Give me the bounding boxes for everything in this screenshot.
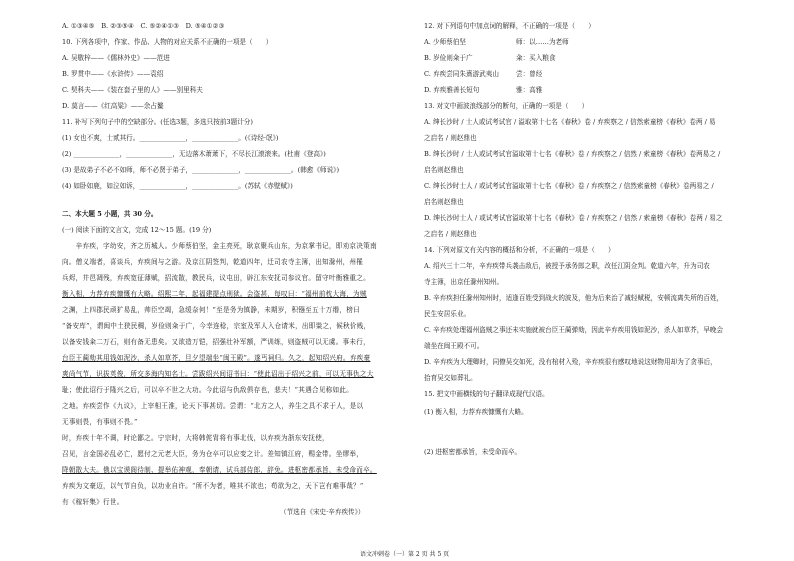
passage-line-underlined: 爽尚气节，识拔英俊，所交多海内知名士。尝跋绍兴间诏书曰：“使此诏出于绍兴之前，可以无事仇之大: [62, 370, 374, 378]
q15-item-1: (1) 衡入相，力荐弃疾慷慨有大略。: [424, 408, 528, 416]
q12-option-a: [424, 38, 744, 46]
passage-line: “备安库”，谓闽中土狭民稠，岁俭则籴于广，今幸连稔，宗室及军人入仓请米，出即粜之，候秋价贱，: [62, 322, 371, 330]
q12-option-b: [424, 54, 744, 62]
q14-option-line: 拾育吴交如葬礼。: [424, 374, 477, 382]
passage-line: 有《稼轩集》行世。: [62, 498, 124, 506]
passage-intro: (一) 阅读下面的文言文，完成 12～15 题。(19 分): [62, 226, 212, 234]
q13-option-line: A. 绅长沙时 / 士人或试考试官 / 溢取第十七名《春秋》卷 / 弃疾察之 / 信然索童榜《春秋》卷两 / 易: [424, 118, 716, 126]
q11-item-1: (1) 女也不爽，士贰其行。______________，______________。(《诗经·氓》): [62, 134, 279, 142]
q12-option-d-sentence: D. 弃疾雅善长短句: [424, 86, 480, 94]
passage-line: 兵烬，井邑凋残，弃疾宽征薄赋，招流散，教民兵，议屯田，辟江东安抚司参议官。留守叶衡雅重之。: [62, 274, 370, 282]
q15-title: 15. 把文中画横线的句子翻译成现代汉语。: [424, 390, 549, 398]
q10-option-c: C. 契科夫——《装在套子里的人》——别里科夫: [62, 86, 203, 94]
passage-line: 无事则畏，有事则不畏。”: [62, 418, 138, 426]
section-2-heading: 二、本大题 5 小题，共 30 分。: [62, 210, 158, 218]
q10-option-a: A. 吴敬梓——《儒林外史》——范进: [62, 54, 170, 62]
q9-options: A. ①③④⑤ B. ②③⑤④ C. ⑤②④①③ D. ⑤④①②③: [62, 22, 225, 30]
q12-option-c-sentence: C. 弃疾尝同朱熹游武夷山: [424, 70, 499, 78]
q10-title: 10. 下列各项中，作家、作品、人物的对应关系不正确的一项是（ ）: [62, 38, 273, 46]
q13-options: [424, 118, 744, 238]
passage-line-underlined: 台臣王蔺劾其用钱如泥沙，杀人如草芥，旦夕望端坐“闽王殿”。遂丐祠归。久之，起知绍兴府。弃疾豪: [62, 354, 371, 362]
q12-option-c-gloss: 尝：曾经: [516, 70, 543, 78]
q12-option-d: [424, 86, 744, 94]
q10-options: [62, 54, 380, 110]
passage-line: 时，弃疾十年不调，时论鄙之。宁宗时，大将韩侂胄将有事北伐，以弃疾为浙东安抚使，: [62, 434, 329, 442]
q14-option-line: 寺主簿，出京任滁州知州。: [424, 278, 504, 286]
passage-line-underlined: 降朝散大夫。俄以宝谟阁待制、提举佑神观，奉朝请，试兵部侍郎，辞免。进枢密都承旨，未受命而卒。: [62, 466, 377, 474]
q13-option-line: D. 绅长沙时士人 / 或试考试官溢取第十七名《春秋》卷 / 弃疾察之 / 信然 / 索童榜《春秋》卷两 / 易之: [424, 214, 723, 222]
passage-line: 之渊，上四郡民顽犷易乱，帅臣空竭，急缓奈何！”至是务为镇静，未期岁，积镪至五十万缗，榜曰: [62, 306, 360, 314]
q13-option-line: C. 绅长沙时士人 / 或试考试官溢取第十七名《春秋》卷 / 弃疾察之 / 信然索童榜《春秋》卷两易之 /: [424, 182, 714, 190]
q12-option-a-gloss: 师：以……为老师: [516, 38, 569, 46]
classical-passage: [62, 242, 380, 506]
q14-option-line: D. 辛弃疾为大理卿时，同僚吴交如死，没有棺材入殓，辛弃疾很有感叹地说这财物用却为了贪事后，: [424, 358, 717, 366]
q12-option-b-sentence: B. 岁俭则籴于广: [424, 54, 473, 62]
q10-option-b: B. 罗贯中——《水浒传》——袁绍: [62, 70, 164, 78]
page-footer: 语文冲刺卷（一）第 2 页 共 5 页: [360, 551, 450, 558]
q14-option-line: B. 辛弃疾担任滁州知州时，适逢百姓受到战火的波及，他为后来治了减轻赋税，安顿流离失所的百姓，: [424, 294, 724, 302]
q12-option-a-sentence: A. 少师蔡伯坚: [424, 38, 466, 46]
q11-item-4: (4) 如卧如鹿，如泣如诉，______________，______________。(苏轼《赤壁赋》): [62, 182, 293, 190]
q13-option-line: 启名则赵鼎也: [424, 166, 464, 174]
q14-option-line: 端坐在闽王殿不可。: [424, 342, 484, 350]
q14-option-line: C. 辛弃疾处理福州盗贼之事还未实施就被台臣王蔺弹劾，因此辛弃疾用钱如泥沙，杀人如草芥，早晚会: [424, 326, 724, 334]
passage-line-underlined: 衡入相，力荐弃疾慷慨有大略。绍熙二年，起福建提点刑狱。会盗甚，每叹曰：“福州前枕大海，为贼: [62, 290, 367, 298]
q14-title: 14. 下列对原文有关内容的概括和分析，不正确的一项是（ ）: [424, 246, 615, 254]
q14-option-line: A. 绍兴三十二年，辛弃疾带兵袭击敌后，被授予承务郎之职，改任江阴佥判。乾道六年，升为司农: [424, 262, 710, 270]
q13-option-line: B. 绅长沙时 / 士人或试考试官溢取第十七名《春秋》卷 / 弃疾察之 / 信然 / 索童榜《春秋》卷两易之 /: [424, 150, 721, 158]
q14-option-line: 民生安居乐业。: [424, 310, 471, 318]
q14-options: [424, 262, 744, 382]
left-column: [62, 22, 380, 506]
q13-title: 13. 对文中画波浪线部分的断句，正确的一项是（ ）: [424, 102, 589, 110]
q10-option-d: D. 莫言——《红高粱》——余占鳌: [62, 102, 164, 110]
passage-source: （节选自《宋史·辛弃疾传》）: [280, 508, 365, 516]
q11-items: [62, 134, 380, 190]
passage-line: 以备安钱籴二万石，则有备无患矣。又欲造万铠，招强壮补军额，严训练，则盗贼可以无虞。事未行，: [62, 338, 370, 346]
q12-options: [424, 38, 744, 94]
passage-line: 耻；使此诏行于隆兴之后，可以卒不世之大功。今此诏与仇敌俱存也，悲夫！”其遇合见称如此。: [62, 386, 354, 394]
q12-option-c: [424, 70, 744, 78]
right-column: [424, 22, 744, 456]
q13-option-line: 之启名 / 则赵鼎也: [424, 134, 477, 142]
q11-item-2: (2) ______________，______________，无边落木萧萧下，不尽长江滚滚来。(杜甫《登高》): [62, 150, 326, 158]
q12-option-d-gloss: 雅：高雅: [516, 86, 543, 94]
q12-option-b-gloss: 籴：买入粮食: [516, 54, 556, 62]
passage-line: 召见，言金国必乱必亡，愿付之元老大臣，务为仓卒可以应变之计。差知镇江府，赐金带。坐缪举，: [62, 450, 364, 458]
q12-title: 12. 对下列语句中加点词的解释，不正确的一项是（ ）: [424, 22, 595, 30]
q11-item-3: (3) 是故弟子不必不如师，师不必贤于弟子，______________，______________。(韩愈《师说》): [62, 166, 340, 174]
q13-option-line: 之启名 / 则赵鼎也: [424, 230, 477, 238]
passage-line: 之地。弃疾尝作《九议》，上宰相王淮，论天下事甚切。尝谓：“北方之人，养生之具不求于人，是以: [62, 402, 364, 410]
passage-line: 向。僧义端者，喜谈兵，弃疾间与之游。及京江阴签判，乾道四年，迁司农寺主簿，出知滁州，州罹: [62, 258, 364, 266]
passage-line: 弃疾为文豪迈，以气节自负，以功业自许。“所不为者，唯其不欲也；苟欲为之，天下岂有难事哉？”: [62, 482, 364, 490]
passage-line: 辛弃疾，字幼安，齐之历城人。少师蔡伯坚，金主亮死，耿京聚兵山东，为京掌书记，即劝京决策南: [62, 242, 377, 250]
q11-title: 11. 补写下列句子中的空缺部分。(任选3题，多选只按前3题计分): [62, 118, 253, 126]
q13-option-line: 启名则赵鼎也: [424, 198, 464, 206]
q15-item-2: (2) 进枢密都承旨，未受命而卒。: [424, 448, 522, 456]
